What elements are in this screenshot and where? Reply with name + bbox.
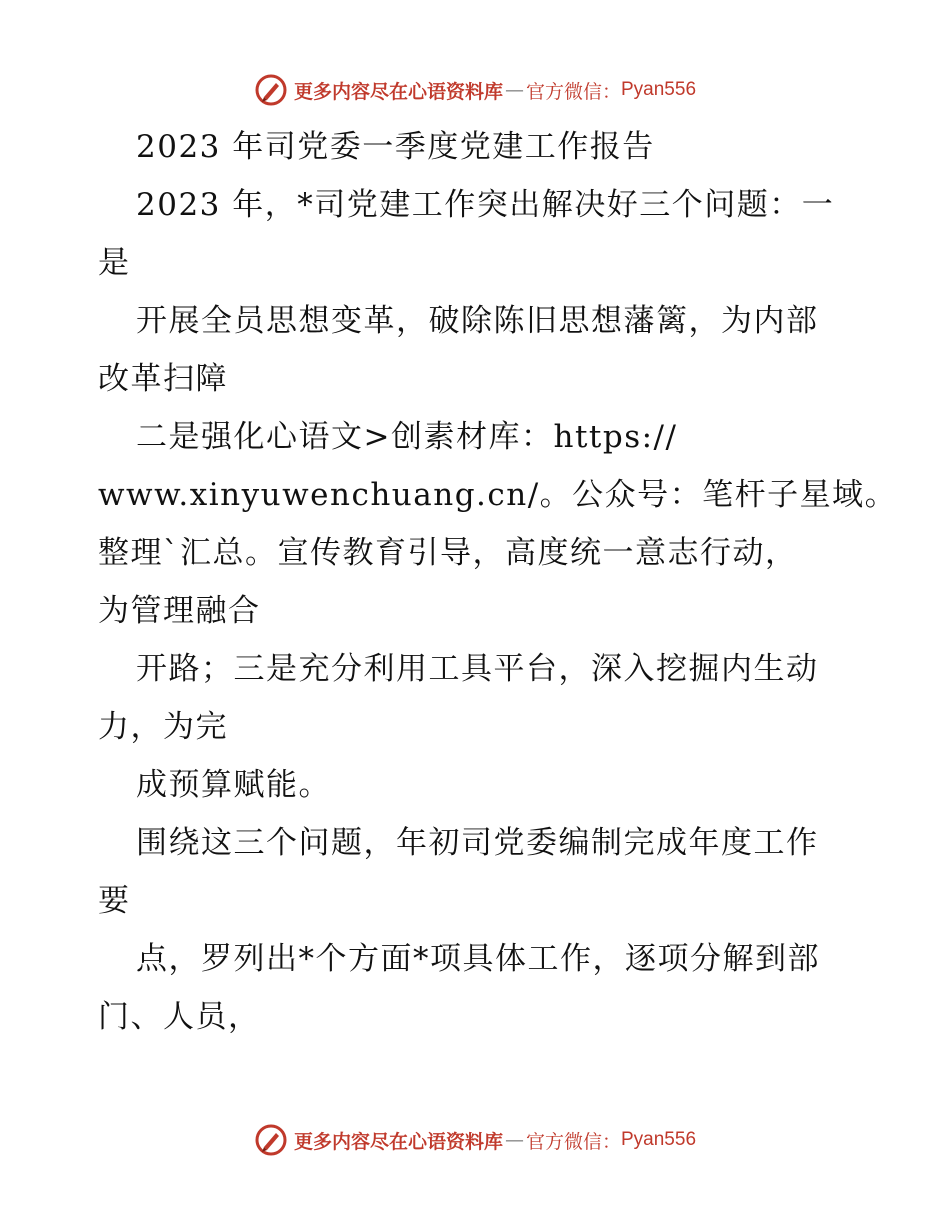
text-line: 是 [98, 245, 131, 281]
text-line: www.xinyuwenchuang.cn/。公众号：笔杆子星域。 [98, 477, 898, 513]
banner-separator: — [504, 1129, 524, 1151]
text-line: 为管理融合 [98, 593, 261, 629]
text-line: 围绕这三个问题，年初司党委编制完成年度工作 [136, 825, 819, 861]
text-line: 力，为完 [98, 709, 228, 745]
text-line: 开展全员思想变革，破除陈旧思想藩篱，为内部 [136, 303, 819, 339]
pen-logo-icon [254, 1123, 288, 1157]
banner-wechat-id: Pyan556 [621, 79, 697, 100]
banner-brand-text: 更多内容尽在心语资料库 [293, 80, 503, 103]
text-line: 要 [98, 883, 131, 919]
text-line: 整理`汇总。宣传教育引导，高度统一意志行动， [98, 535, 798, 571]
text-line: 成预算赋能。 [136, 767, 331, 803]
document-title: 2023 年司党委一季度党建工作报告 [136, 129, 655, 165]
text-line: 2023 年，*司党建工作突出解决好三个问题：一 [136, 187, 835, 223]
pen-logo-icon [254, 73, 288, 107]
document-body [98, 118, 898, 1046]
banner-wechat-label: 官方微信： [525, 80, 621, 103]
text-line: 改革扫障 [98, 361, 228, 397]
banner-wechat-label: 官方微信： [525, 1130, 621, 1153]
footer-watermark-banner [0, 1120, 950, 1160]
header-watermark-banner [0, 70, 950, 110]
banner-brand-text: 更多内容尽在心语资料库 [293, 1130, 503, 1153]
banner-separator: — [504, 79, 524, 101]
text-line: 开路；三是充分利用工具平台，深入挖掘内生动 [136, 651, 819, 687]
banner-wechat-id: Pyan556 [621, 1129, 697, 1150]
text-line: 门、人员， [98, 999, 261, 1035]
text-line: 二是强化心语文>创素材库：https:// [136, 419, 678, 455]
text-line: 点，罗列出*个方面*项具体工作，逐项分解到部 [136, 941, 820, 977]
